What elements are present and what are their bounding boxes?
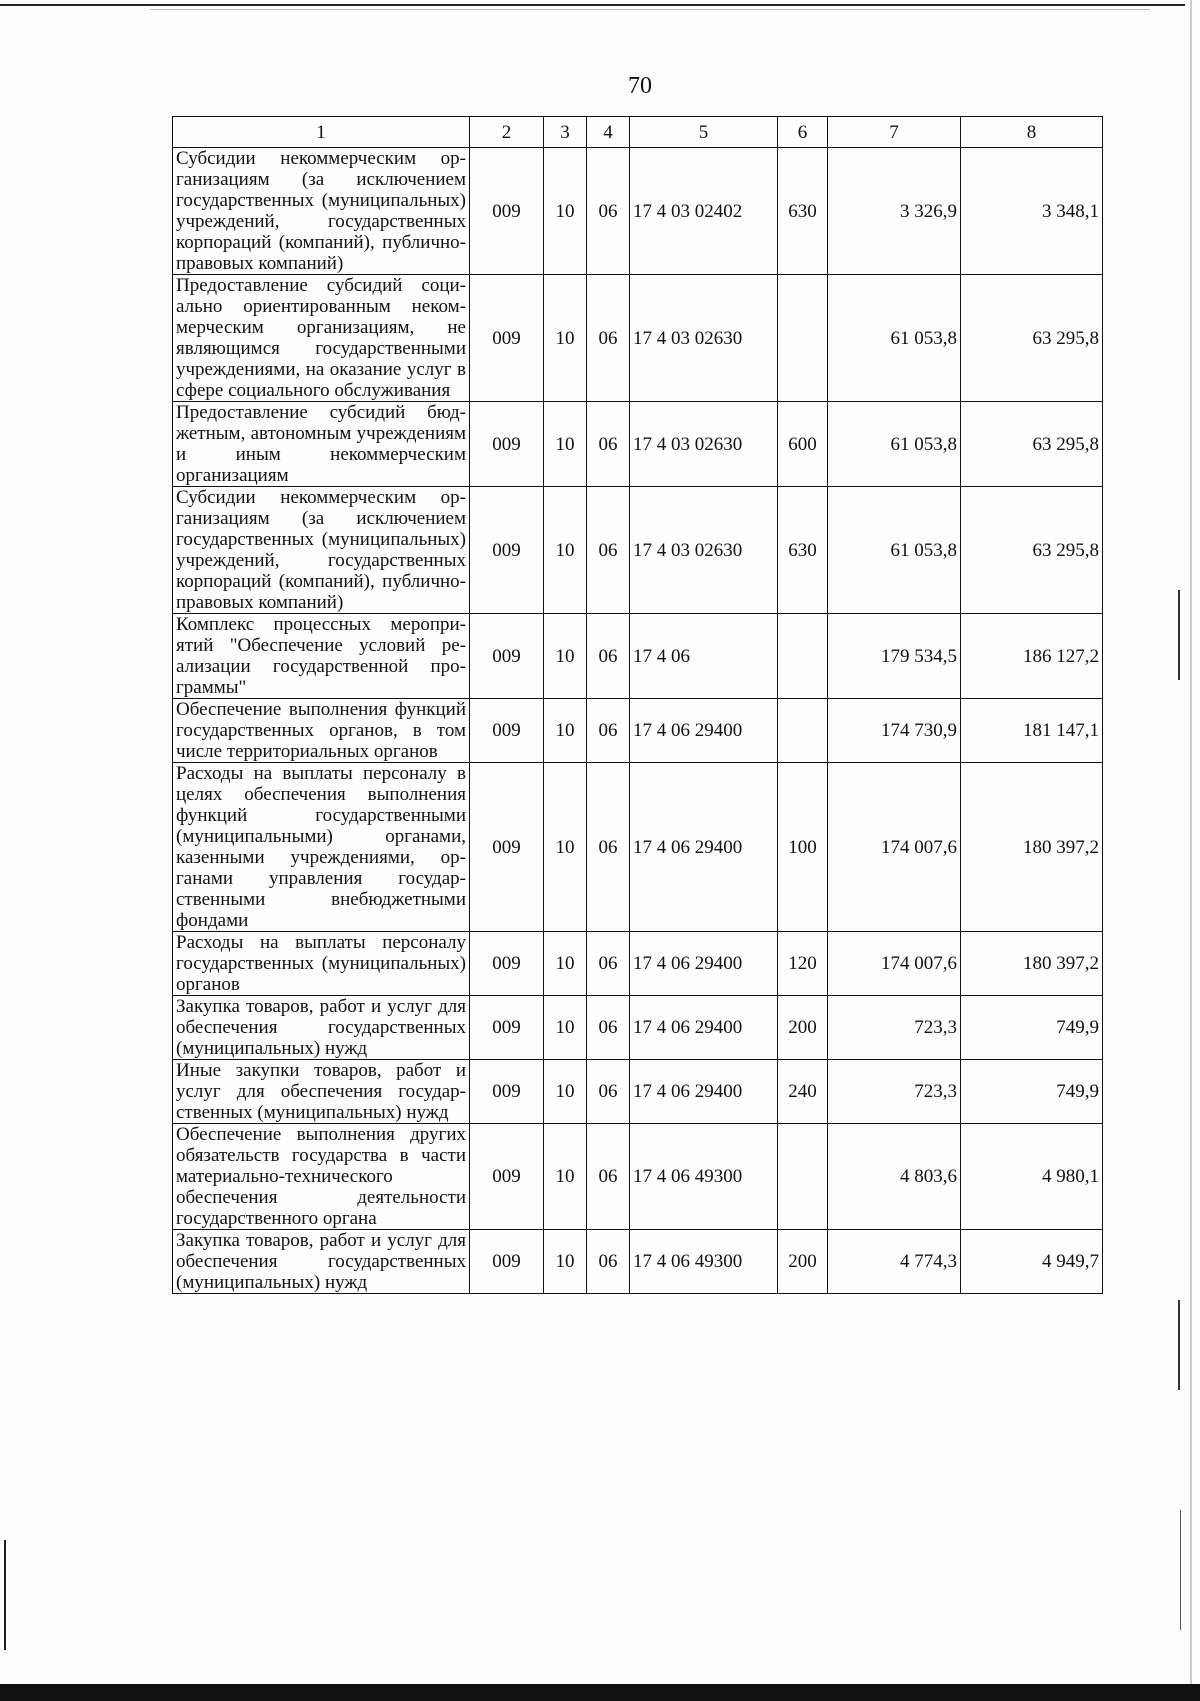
table-row [173,614,1103,699]
subsection-code: 06 [587,699,630,763]
expense-name: Субсидии некоммерческим организациям (за исключением государственных (муниципальных) учреждений, государственных корпораций (компаний), публично-правовых компаний) [173,148,470,275]
amount-year-2: 63 295,8 [961,487,1103,614]
section-code: 10 [544,1124,587,1230]
amount-year-2: 3 348,1 [961,148,1103,275]
target-item-code: 17 4 03 02630 [630,275,778,402]
expense-type-code: 100 [778,763,828,932]
target-item-code: 17 4 03 02630 [630,487,778,614]
table-row [173,996,1103,1060]
subsection-code: 06 [587,275,630,402]
expense-type-code: 200 [778,996,828,1060]
ministry-code: 009 [470,487,544,614]
subsection-code: 06 [587,1230,630,1294]
subsection-code: 06 [587,763,630,932]
table-row [173,275,1103,402]
expense-name: Иные закупки товаров, работ и услуг для обеспечения государственных (муниципальных) нужд [173,1060,470,1124]
ministry-code: 009 [470,275,544,402]
column-header: 2 [470,117,544,148]
table-row [173,1230,1103,1294]
scan-top-shadow [150,9,1150,10]
page-number: 70 [628,73,652,99]
table-row [173,487,1103,614]
subsection-code: 06 [587,996,630,1060]
scan-right-mark [1178,590,1180,680]
scan-bottom-border [0,1684,1200,1701]
scan-right-mark [1180,1510,1181,1630]
table-row [173,402,1103,487]
section-code: 10 [544,148,587,275]
amount-year-2: 63 295,8 [961,275,1103,402]
subsection-code: 06 [587,932,630,996]
amount-year-2: 186 127,2 [961,614,1103,699]
target-item-code: 17 4 06 49300 [630,1124,778,1230]
section-code: 10 [544,275,587,402]
expense-type-code: 120 [778,932,828,996]
column-header: 3 [544,117,587,148]
ministry-code: 009 [470,699,544,763]
section-code: 10 [544,763,587,932]
ministry-code: 009 [470,1230,544,1294]
ministry-code: 009 [470,763,544,932]
amount-year-2: 180 397,2 [961,932,1103,996]
amount-year-1: 61 053,8 [828,487,961,614]
subsection-code: 06 [587,614,630,699]
section-code: 10 [544,487,587,614]
ministry-code: 009 [470,932,544,996]
budget-table [172,116,1103,1294]
section-code: 10 [544,1060,587,1124]
expense-type-code [778,1124,828,1230]
amount-year-2: 180 397,2 [961,763,1103,932]
subsection-code: 06 [587,1060,630,1124]
amount-year-1: 3 326,9 [828,148,961,275]
target-item-code: 17 4 06 29400 [630,996,778,1060]
amount-year-2: 4 980,1 [961,1124,1103,1230]
expense-name: Обеспечение выполнения функций государственных органов, в том числе территориальных органов [173,699,470,763]
subsection-code: 06 [587,1124,630,1230]
table-row [173,763,1103,932]
amount-year-1: 174 007,6 [828,763,961,932]
expense-name: Закупка товаров, работ и услуг для обеспечения государственных (муниципальных) нужд [173,1230,470,1294]
subsection-code: 06 [587,148,630,275]
table-row [173,148,1103,275]
section-code: 10 [544,402,587,487]
amount-year-1: 723,3 [828,1060,961,1124]
section-code: 10 [544,699,587,763]
expense-type-code [778,699,828,763]
target-item-code: 17 4 06 29400 [630,699,778,763]
ministry-code: 009 [470,1060,544,1124]
expense-name: Комплекс процессных мероприятий "Обеспечение условий реализации государственной программы" [173,614,470,699]
expense-type-code: 200 [778,1230,828,1294]
ministry-code: 009 [470,614,544,699]
ministry-code: 009 [470,148,544,275]
amount-year-2: 63 295,8 [961,402,1103,487]
expense-name: Закупка товаров, работ и услуг для обеспечения государственных (муниципальных) нужд [173,996,470,1060]
expense-type-code: 600 [778,402,828,487]
expense-name: Обеспечение выполнения других обязательств государства в части материально-технического обеспечения деятельности государственного органа [173,1124,470,1230]
header-row [173,117,1103,148]
subsection-code: 06 [587,402,630,487]
expense-type-code: 630 [778,487,828,614]
amount-year-1: 179 534,5 [828,614,961,699]
target-item-code: 17 4 03 02630 [630,402,778,487]
section-code: 10 [544,932,587,996]
column-header: 8 [961,117,1103,148]
section-code: 10 [544,1230,587,1294]
amount-year-1: 723,3 [828,996,961,1060]
table-row [173,1060,1103,1124]
expense-name: Расходы на выплаты персоналу в целях обеспечения выполнения функций государственными (муниципальными) органами, казенными учреждениями, органами управления государственными внебюджетными фондами [173,763,470,932]
expense-type-code [778,275,828,402]
target-item-code: 17 4 06 49300 [630,1230,778,1294]
expense-name: Предоставление субсидий бюджетным, автономным учреждениям и иным некоммерческим организациям [173,402,470,487]
amount-year-2: 749,9 [961,1060,1103,1124]
section-code: 10 [544,614,587,699]
expense-name: Субсидии некоммерческим организациям (за исключением государственных (муниципальных) учреждений, государственных корпораций (компаний), публично-правовых компаний) [173,487,470,614]
ministry-code: 009 [470,1124,544,1230]
amount-year-1: 174 007,6 [828,932,961,996]
amount-year-1: 174 730,9 [828,699,961,763]
expense-name: Расходы на выплаты персоналу государственных (муниципальных) органов [173,932,470,996]
expense-type-code: 240 [778,1060,828,1124]
scan-right-edge [1190,0,1192,1701]
amount-year-1: 61 053,8 [828,275,961,402]
amount-year-1: 4 774,3 [828,1230,961,1294]
expense-name: Предоставление субсидий социально ориентированным некоммерческим организациям, не являющимся государственными учреждениями, на оказание услуг в сфере социального обслуживания [173,275,470,402]
column-header: 4 [587,117,630,148]
target-item-code: 17 4 06 29400 [630,763,778,932]
scan-top-border [0,4,1185,6]
target-item-code: 17 4 06 [630,614,778,699]
table-row [173,932,1103,996]
target-item-code: 17 4 06 29400 [630,932,778,996]
ministry-code: 009 [470,996,544,1060]
expense-type-code [778,614,828,699]
amount-year-2: 749,9 [961,996,1103,1060]
section-code: 10 [544,996,587,1060]
column-header: 6 [778,117,828,148]
column-header: 7 [828,117,961,148]
amount-year-2: 4 949,7 [961,1230,1103,1294]
subsection-code: 06 [587,487,630,614]
column-header: 1 [173,117,470,148]
scan-right-mark [1178,1300,1180,1390]
table-row [173,699,1103,763]
target-item-code: 17 4 03 02402 [630,148,778,275]
amount-year-1: 61 053,8 [828,402,961,487]
expense-type-code: 630 [778,148,828,275]
amount-year-1: 4 803,6 [828,1124,961,1230]
ministry-code: 009 [470,402,544,487]
column-header: 5 [630,117,778,148]
amount-year-2: 181 147,1 [961,699,1103,763]
target-item-code: 17 4 06 29400 [630,1060,778,1124]
table-row [173,1124,1103,1230]
scan-left-mark [4,1540,6,1650]
